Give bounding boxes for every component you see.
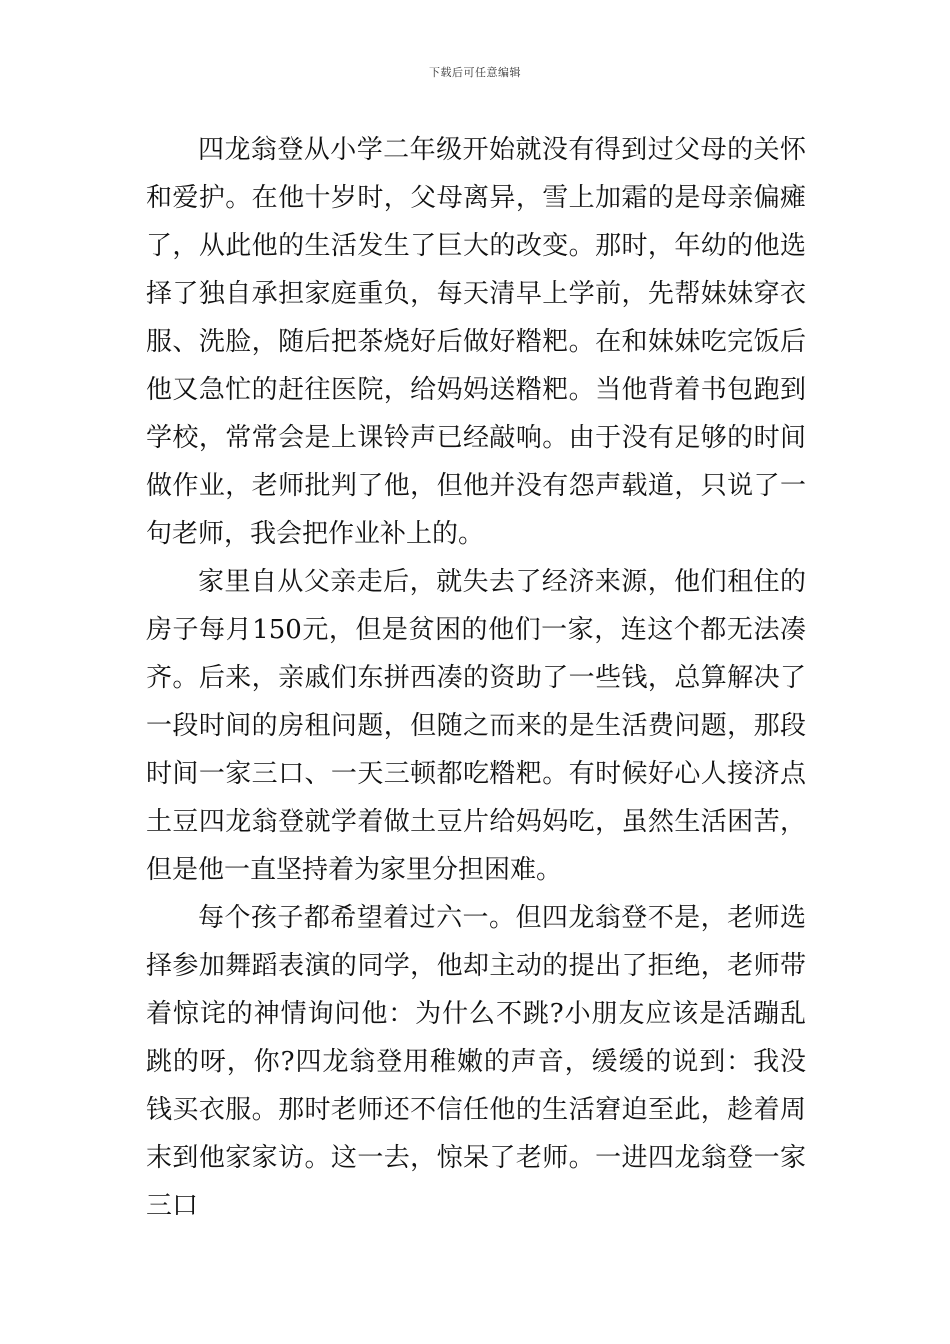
paragraph-1: 四龙翁登从小学二年级开始就没有得到过父母的关怀和爱护。在他十岁时，父母离异，雪上加霜的是母亲偏瘫了，从此他的生活发生了巨大的改变。那时，年幼的他选择了独自承担家庭重负，每天清早上学前，先帮妹妹穿衣服、洗脸，随后把茶烧好后做好糌粑。在和妹妹吃完饭后他又急忙的赶往医院，给妈妈送糌粑。当他背着书包跑到学校，常常会是上课铃声已经敲响。由于没有足够的时间做作业，老师批判了他，但他并没有怨声载道，只说了一句老师，我会把作业补上的。 (146, 135, 806, 549)
paragraph-2: 家里自从父亲走后，就失去了经济来源，他们租住的房子每月150元，但是贫困的他们一家，连这个都无法凑齐。后来，亲戚们东拼西凑的资助了一些钱，总算解决了一段时间的房租问题，但随之而来的是生活费问题，那段时间一家三口、一天三顿都吃糌粑。有时候好心人接济点土豆四龙翁登就学着做土豆片给妈妈吃，虽然生活困苦，但是他一直坚持着为家里分担困难。 (146, 567, 806, 885)
article-body (146, 126, 806, 1230)
header-note: 下载后可任意编辑 (429, 66, 521, 79)
paragraph-3: 每个孩子都希望着过六一。但四龙翁登不是，老师选择参加舞蹈表演的同学，他却主动的提出了拒绝，老师带着惊诧的神情询问他：为什么不跳?小朋友应该是活蹦乱跳的呀，你?四龙翁登用稚嫩的声音，缓缓的说到：我没钱买衣服。那时老师还不信任他的生活窘迫至此，趁着周末到他家家访。这一去，惊呆了老师。一进四龙翁登一家三口 (146, 903, 806, 1221)
